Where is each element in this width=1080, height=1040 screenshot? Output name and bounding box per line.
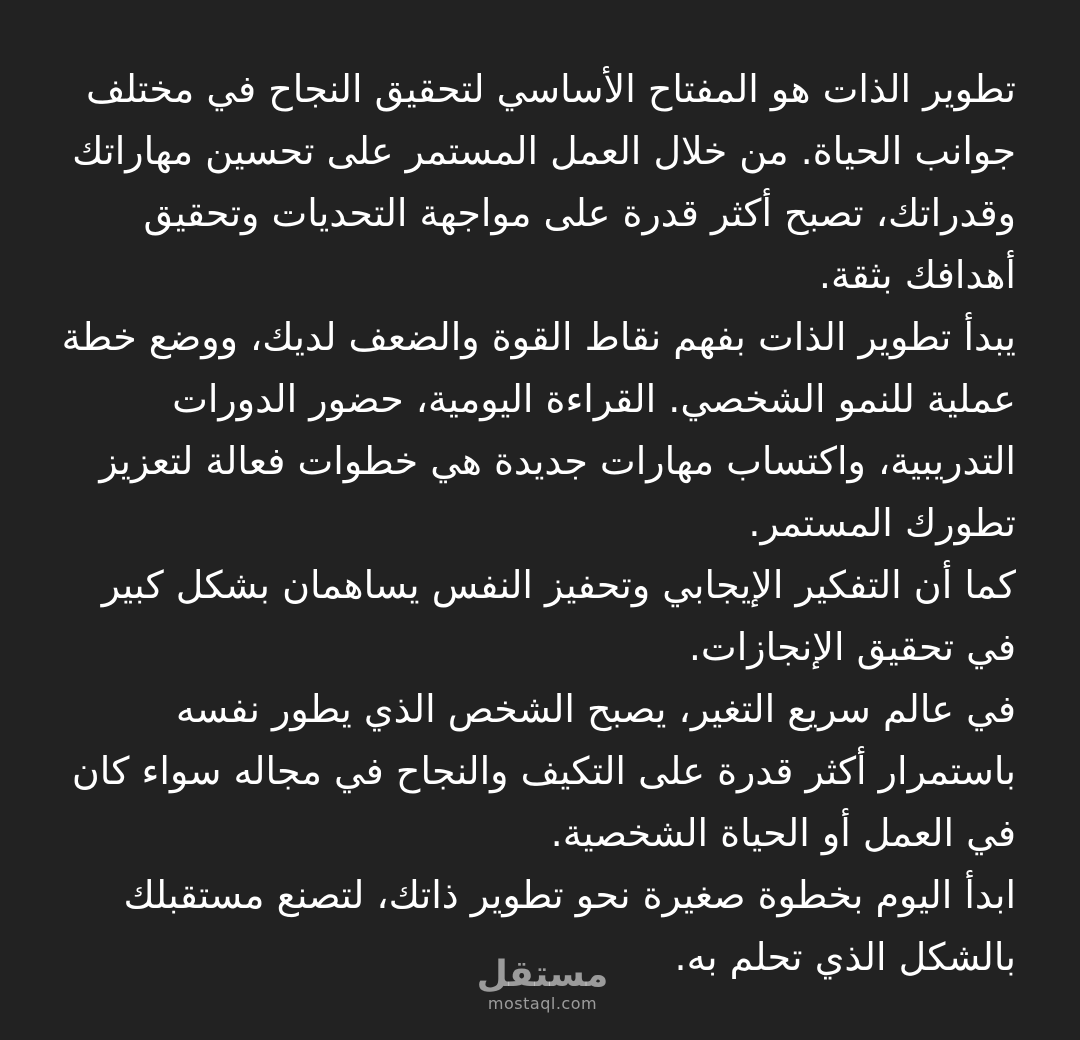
watermark-arabic-text: مستقل <box>476 954 609 995</box>
paragraph-start-today: ابدأ اليوم بخطوة صغيرة نحو تطوير ذاتك، لتصنع مستقبلك بالشكل الذي تحلم به. <box>123 873 1016 979</box>
document-body <box>56 58 1016 988</box>
watermark-latin-text: mostaql.com <box>487 994 598 1013</box>
paragraph-steps: يبدأ تطوير الذات بفهم نقاط القوة والضعف لديك، ووضع خطة عملية للنمو الشخصي. القراءة اليومية، حضور الدورات التدريبية، واكتساب مهارات جديدة هي خطوات فعالة لتعزيز تطورك المستمر. <box>61 315 1016 545</box>
paragraph-positive-thinking: كما أن التفكير الإيجابي وتحفيز النفس يساهمان بشكل كبير في تحقيق الإنجازات. <box>101 563 1016 669</box>
mostaql-watermark-logo <box>470 955 615 1013</box>
paragraph-changing-world: في عالم سريع التغير، يصبح الشخص الذي يطور نفسه باستمرار أكثر قدرة على التكيف والنجاح في مجاله سواء كان في العمل أو الحياة الشخصية. <box>71 687 1016 855</box>
paragraph-intro: تطوير الذات هو المفتاح الأساسي لتحقيق النجاح في مختلف جوانب الحياة. من خلال العمل المستمر على تحسين مهاراتك وقدراتك، تصبح أكثر قدرة على مواجهة التحديات وتحقيق أهدافك بثقة. <box>72 67 1016 297</box>
